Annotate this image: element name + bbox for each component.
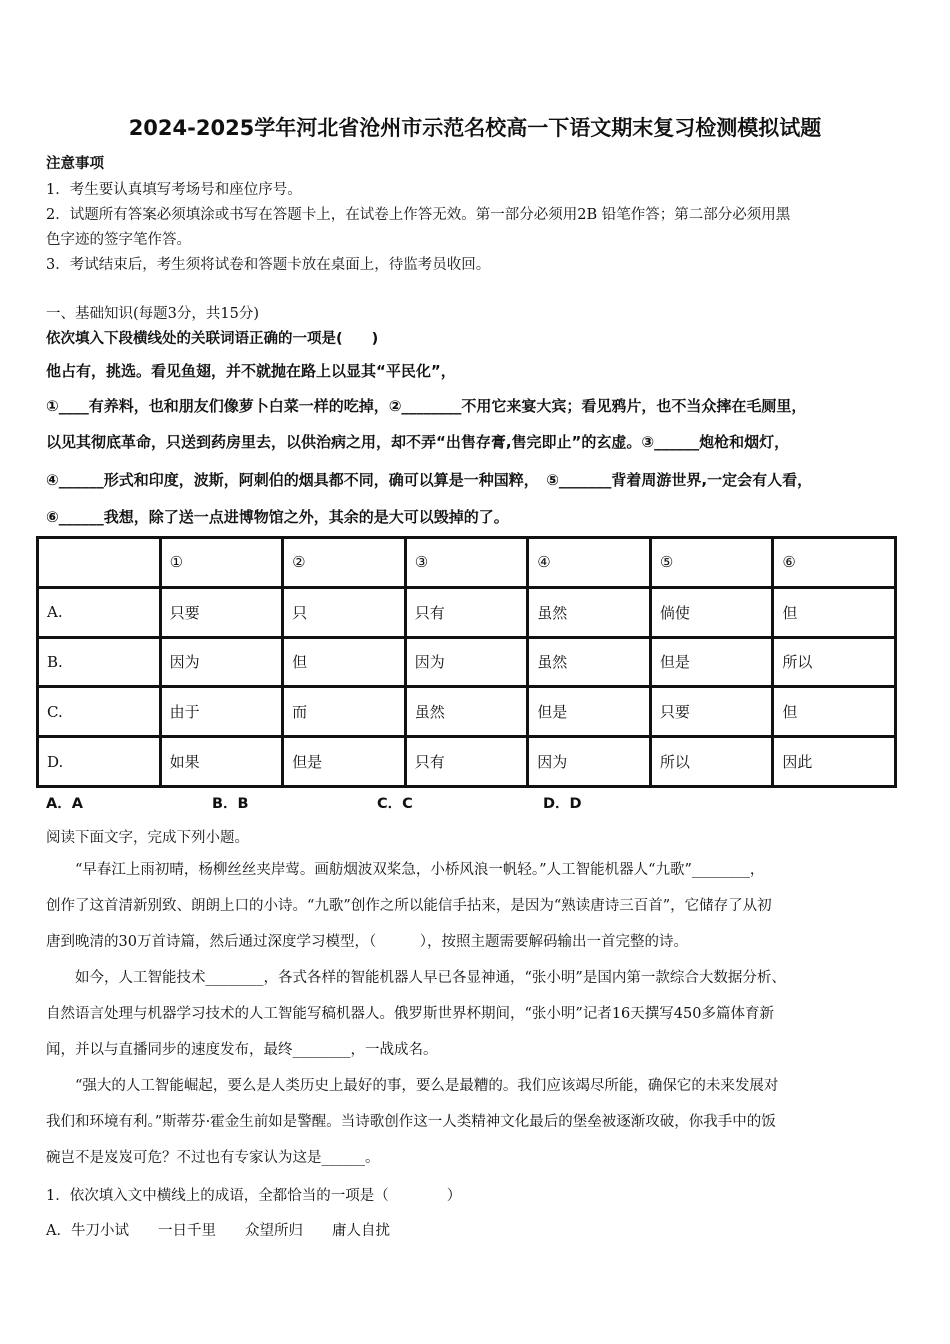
table-cell: ① bbox=[160, 538, 283, 588]
table-cell: 只有 bbox=[405, 737, 528, 787]
passage-line: ④______形式和印度，波斯，阿刺伯的烟具都不同，确可以算是一种国粹， ⑤_______背着周游世界,一定会有人看， bbox=[46, 471, 813, 489]
reading-line: 闻，并以与直播同步的速度发布，最终________，一战成名。 bbox=[46, 1042, 438, 1058]
table-cell: ③ bbox=[405, 538, 528, 588]
table-row bbox=[38, 737, 896, 787]
answer-option-d[interactable]: D．D bbox=[543, 796, 582, 812]
table-cell: 但是 bbox=[650, 637, 773, 687]
table-cell: 只要 bbox=[160, 587, 283, 637]
page-title: 2024-2025学年河北省沧州市示范名校高一下语文期末复习检测模拟试题 bbox=[128, 116, 822, 140]
reading-line: 创作了这首清新别致、朗朗上口的小诗。“九歌”创作之所以能信手拈来，是因为“熟读唐诗三百首”，它储存了从初 bbox=[46, 898, 772, 914]
answer-option-b[interactable]: B．B bbox=[212, 796, 249, 812]
passage-line: ⑥______我想，除了送一点进博物馆之外，其余的是大可以毁掉的了。 bbox=[46, 508, 509, 526]
table-cell: 因为 bbox=[405, 637, 528, 687]
question-1: 1．依次填入文中横线上的成语，全都恰当的一项是（ ） bbox=[46, 1188, 462, 1204]
reading-line: “强大的人工智能崛起，要么是人类历史上最好的事，要么是最糟的。我们应该竭尽所能，确保它的未来发展对 bbox=[75, 1078, 779, 1094]
table-cell: 但 bbox=[773, 687, 896, 737]
reading-line: 我们和环境有利。”斯蒂芬·霍金生前如是警醒。当诗歌创作这一人类精神文化最后的堡垒被逐渐攻破，你我手中的饭 bbox=[46, 1114, 776, 1130]
table-header-row bbox=[38, 538, 896, 588]
notice-item: 色字迹的签字笔作答。 bbox=[46, 232, 191, 248]
notice-item: 1．考生要认真填写考场号和座位序号。 bbox=[46, 182, 302, 198]
table-cell: 倘使 bbox=[650, 587, 773, 637]
reading-line: 自然语言处理与机器学习技术的人工智能写稿机器人。俄罗斯世界杯期间，“张小明”记者16天撰写450多篇体育新 bbox=[46, 1006, 774, 1022]
reading-line: “早春江上雨初晴，杨柳丝丝夹岸莺。画舫烟波双桨急，小桥风浪一帆轻。”人工智能机器人“九歌”________， bbox=[75, 862, 765, 878]
table-cell: 所以 bbox=[773, 637, 896, 687]
notice-heading: 注意事项 bbox=[46, 156, 104, 172]
table-cell: 但是 bbox=[528, 687, 651, 737]
table-cell: 虽然 bbox=[528, 637, 651, 687]
table-cell: 只 bbox=[283, 587, 406, 637]
table-cell: 但 bbox=[773, 587, 896, 637]
passage-line: ①____有养料，也和朋友们像萝卜白菜一样的吃掉，②________不用它来宴大宾；看见鸦片，也不当众摔在毛厕里， bbox=[46, 397, 807, 415]
table-cell: 如果 bbox=[160, 737, 283, 787]
question-1-option-a[interactable]: A．牛刀小试 一日千里 众望所归 庸人自扰 bbox=[46, 1223, 390, 1239]
table-cell: ⑤ bbox=[650, 538, 773, 588]
options-table bbox=[36, 536, 897, 788]
reading-passage bbox=[46, 852, 906, 1176]
passage-line: 他占有，挑选。看见鱼翅，并不就抛在路上以显其“平民化”， bbox=[46, 362, 456, 380]
answer-option-c[interactable]: C．C bbox=[377, 796, 413, 812]
table-cell: 因为 bbox=[160, 637, 283, 687]
table-cell: 但 bbox=[283, 637, 406, 687]
passage-line: 以见其彻底革命，只送到药房里去，以供治病之用，却不弄“出售存膏,售完即止”的玄虚。③______炮枪和烟灯， bbox=[46, 433, 790, 451]
table-cell: 虽然 bbox=[405, 687, 528, 737]
section-heading: 一、基础知识(每题3分，共15分) bbox=[46, 306, 259, 322]
reading-line: 碗岂不是岌岌可危？不过也有专家认为这是______。 bbox=[46, 1150, 380, 1166]
table-cell: 只要 bbox=[650, 687, 773, 737]
table-cell: ④ bbox=[528, 538, 651, 588]
reading-intro: 阅读下面文字，完成下列小题。 bbox=[46, 830, 249, 846]
table-row bbox=[38, 687, 896, 737]
table-cell: B. bbox=[38, 637, 161, 687]
table-cell: 因此 bbox=[773, 737, 896, 787]
question-stem: 依次填入下段横线处的关联词语正确的一项是( ) bbox=[46, 331, 379, 347]
reading-line: 唐到晚清的30万首诗篇，然后通过深度学习模型，（ ），按照主题需要解码输出一首完整的诗。 bbox=[46, 934, 688, 950]
notice-item: 2．试题所有答案必须填涂或书写在答题卡上，在试卷上作答无效。第一部分必须用2B 铅笔作答；第二部分必须用黑 bbox=[46, 207, 791, 223]
table-row bbox=[38, 637, 896, 687]
table-cell: ⑥ bbox=[773, 538, 896, 588]
notice-item: 3．考试结束后，考生须将试卷和答题卡放在桌面上，待监考员收回。 bbox=[46, 257, 491, 273]
table-cell: D. bbox=[38, 737, 161, 787]
table-cell bbox=[38, 538, 161, 588]
table-cell: 只有 bbox=[405, 587, 528, 637]
table-row bbox=[38, 587, 896, 637]
answer-option-a[interactable]: A．A bbox=[46, 796, 83, 812]
reading-line: 如今，人工智能技术________，各式各样的智能机器人早已各显神通，“张小明”是国内第一款综合大数据分析、 bbox=[75, 970, 786, 986]
table-cell: A. bbox=[38, 587, 161, 637]
table-cell: 所以 bbox=[650, 737, 773, 787]
table-cell: 但是 bbox=[283, 737, 406, 787]
table-cell: ② bbox=[283, 538, 406, 588]
table-cell: 而 bbox=[283, 687, 406, 737]
table-cell: C. bbox=[38, 687, 161, 737]
table-cell: 因为 bbox=[528, 737, 651, 787]
table-cell: 由于 bbox=[160, 687, 283, 737]
table-cell: 虽然 bbox=[528, 587, 651, 637]
